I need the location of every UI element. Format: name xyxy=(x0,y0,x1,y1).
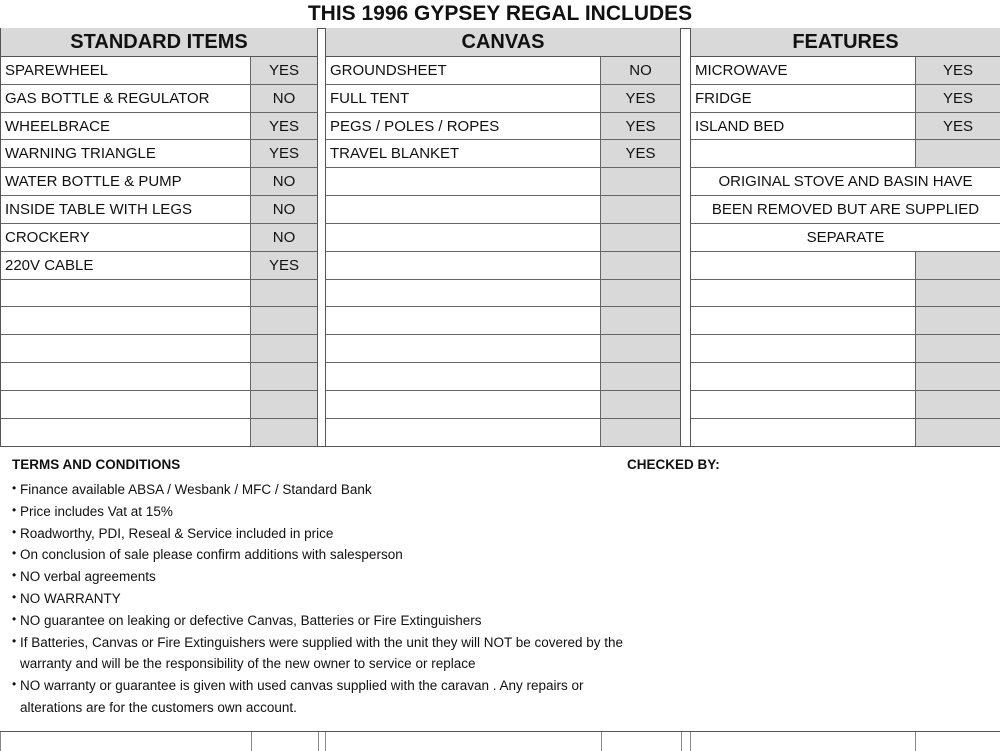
table-row xyxy=(691,140,1000,168)
item-value xyxy=(600,224,680,251)
item-label: CROCKERY xyxy=(5,228,90,246)
item-label xyxy=(326,391,600,418)
terms-section xyxy=(0,446,1000,732)
table-row xyxy=(326,363,680,391)
features-rows xyxy=(691,57,1000,447)
table-row xyxy=(326,224,680,252)
item-value xyxy=(915,419,1000,447)
table-row xyxy=(1,113,317,141)
item-value xyxy=(250,419,317,447)
canvas-rows xyxy=(326,57,680,447)
item-value xyxy=(915,252,1000,279)
canvas-heading: CANVAS xyxy=(326,28,680,57)
item-label xyxy=(326,252,600,279)
item-value: YES xyxy=(250,140,317,167)
features-heading: FEATURES xyxy=(691,28,1000,57)
item-value xyxy=(600,307,680,334)
table-row xyxy=(1,252,317,280)
table-row xyxy=(691,252,1000,280)
item-label: 220V CABLE xyxy=(5,256,94,274)
table-row xyxy=(326,391,680,419)
item-value xyxy=(915,307,1000,334)
item-label xyxy=(691,419,915,447)
feature-note-line: ORIGINAL STOVE AND BASIN HAVE xyxy=(691,168,1000,195)
table-row xyxy=(1,168,317,196)
item-value xyxy=(915,280,1000,307)
item-value: YES xyxy=(915,57,1000,84)
footer-cell xyxy=(251,732,252,751)
item-label xyxy=(691,280,915,307)
item-value xyxy=(250,391,317,418)
terms-item-text: NO warranty or guarantee is given with used canvas supplied with the caravan . Any repairs or xyxy=(20,678,584,694)
table-row xyxy=(326,307,680,335)
item-label: WATER BOTTLE & PUMP xyxy=(5,173,182,191)
standard-items-heading: STANDARD ITEMS xyxy=(1,28,317,57)
feature-note-line: BEEN REMOVED BUT ARE SUPPLIED xyxy=(691,196,1000,223)
item-label xyxy=(691,391,915,418)
item-value xyxy=(915,140,1000,167)
item-label: ISLAND BED xyxy=(695,117,785,135)
item-label xyxy=(691,252,915,279)
footer-cell xyxy=(318,732,319,751)
item-label xyxy=(326,363,600,390)
item-label: WHEELBRACE xyxy=(5,117,111,135)
item-value xyxy=(250,307,317,334)
item-value xyxy=(600,168,680,195)
item-value xyxy=(915,391,1000,418)
table-row xyxy=(1,419,317,447)
item-value: NO xyxy=(250,224,317,251)
footer-cell xyxy=(0,732,1,751)
footer-cell xyxy=(681,732,682,751)
item-label xyxy=(691,140,915,167)
item-value: YES xyxy=(250,113,317,140)
item-label xyxy=(691,363,915,390)
table-row xyxy=(1,335,317,363)
table-row xyxy=(326,85,680,113)
footer-cell xyxy=(915,732,916,751)
terms-item xyxy=(12,479,772,501)
item-value xyxy=(915,363,1000,390)
table-row xyxy=(691,280,1000,308)
item-label: FULL TENT xyxy=(330,89,410,107)
item-value xyxy=(600,196,680,223)
item-value: YES xyxy=(250,252,317,279)
table-row xyxy=(691,196,1000,224)
item-label xyxy=(326,168,600,195)
item-label: MICROWAVE xyxy=(695,62,788,79)
table-row xyxy=(1,280,317,308)
table-row xyxy=(326,252,680,280)
item-value: YES xyxy=(600,85,680,112)
table-row xyxy=(326,113,680,141)
terms-item-text: NO WARRANTY xyxy=(20,590,121,606)
table-row xyxy=(691,57,1000,85)
table-row xyxy=(326,168,680,196)
terms-list xyxy=(12,479,772,719)
item-value: YES xyxy=(250,57,317,84)
footer-cell xyxy=(690,732,691,751)
item-label: GAS BOTTLE & REGULATOR xyxy=(5,89,210,107)
terms-item-text: NO guarantee on leaking or defective Canvas, Batteries or Fire Extinguishers xyxy=(20,612,482,628)
item-value xyxy=(250,363,317,390)
item-value xyxy=(600,419,680,447)
terms-item-text: On conclusion of sale please confirm additions with salesperson xyxy=(20,547,403,563)
table-row xyxy=(326,419,680,447)
features-panel xyxy=(690,28,1000,446)
terms-item-text: Finance available ABSA / Wesbank / MFC / Standard Bank xyxy=(20,482,372,497)
table-row xyxy=(691,85,1000,113)
terms-item xyxy=(12,566,772,588)
item-value xyxy=(600,252,680,279)
standard-items-panel xyxy=(0,28,318,446)
item-label xyxy=(1,307,250,334)
item-value: NO xyxy=(250,168,317,195)
table-row xyxy=(1,140,317,168)
terms-item xyxy=(12,675,772,719)
table-row xyxy=(691,168,1000,196)
table-row xyxy=(691,391,1000,419)
item-label: PEGS / POLES / ROPES xyxy=(330,117,500,135)
item-label xyxy=(1,280,250,307)
terms-item-text: If Batteries, Canvas or Fire Extinguishers were supplied with the unit they will NOT be covered by the xyxy=(20,634,624,650)
table-row xyxy=(1,363,317,391)
checked-by-label: CHECKED BY: xyxy=(627,457,720,472)
item-label xyxy=(326,335,600,362)
table-row xyxy=(1,224,317,252)
table-row xyxy=(1,391,317,419)
terms-item-text: Roadworthy, PDI, Reseal & Service included in price xyxy=(20,525,334,541)
table-row xyxy=(326,280,680,308)
item-label xyxy=(1,419,250,447)
footer-grid xyxy=(0,732,1000,751)
item-label xyxy=(326,307,600,334)
table-row xyxy=(1,57,317,85)
item-value xyxy=(600,280,680,307)
page-title: THIS 1996 GYPSEY REGAL INCLUDES xyxy=(0,0,1000,29)
item-value: NO xyxy=(250,196,317,223)
item-label: WARNING TRIANGLE xyxy=(5,145,156,163)
canvas-panel xyxy=(325,28,681,446)
table-row xyxy=(691,335,1000,363)
item-label xyxy=(326,224,600,251)
table-row xyxy=(326,57,680,85)
item-label xyxy=(691,307,915,334)
item-label: INSIDE TABLE WITH LEGS xyxy=(5,201,192,219)
table-row xyxy=(691,307,1000,335)
item-label: SPAREWHEEL xyxy=(5,62,109,79)
standard-items-rows xyxy=(1,57,317,447)
item-label xyxy=(691,335,915,362)
table-row xyxy=(1,85,317,113)
terms-item-text: NO verbal agreements xyxy=(20,569,156,585)
item-label xyxy=(326,280,600,307)
footer-cell xyxy=(325,732,326,751)
feature-note-line: SEPARATE xyxy=(691,224,1000,251)
item-label: GROUNDSHEET xyxy=(330,62,447,79)
terms-item xyxy=(12,588,772,610)
item-value: NO xyxy=(250,85,317,112)
terms-item xyxy=(12,523,772,545)
item-label xyxy=(1,363,250,390)
item-label xyxy=(1,391,250,418)
terms-item xyxy=(12,544,772,566)
item-value xyxy=(250,335,317,362)
item-value xyxy=(600,363,680,390)
item-value xyxy=(250,280,317,307)
table-row xyxy=(326,140,680,168)
item-value: YES xyxy=(915,85,1000,112)
item-label xyxy=(326,419,600,447)
terms-item xyxy=(12,610,772,632)
terms-item-text: alterations are for the customers own account. xyxy=(20,699,297,715)
item-label: FRIDGE xyxy=(695,89,752,107)
terms-item xyxy=(12,501,772,523)
table-row xyxy=(326,196,680,224)
item-label xyxy=(1,335,250,362)
table-row xyxy=(691,224,1000,252)
table-row xyxy=(691,363,1000,391)
item-label: TRAVEL BLANKET xyxy=(330,145,460,163)
table-row xyxy=(1,307,317,335)
item-value: NO xyxy=(600,57,680,84)
item-value: YES xyxy=(600,113,680,140)
item-value xyxy=(600,391,680,418)
item-value: YES xyxy=(600,140,680,167)
terms-item xyxy=(12,632,772,676)
footer-cell xyxy=(601,732,602,751)
table-row xyxy=(691,419,1000,447)
table-row xyxy=(1,196,317,224)
table-row xyxy=(691,113,1000,141)
item-value: YES xyxy=(915,113,1000,140)
terms-item-text: Price includes Vat at 15% xyxy=(20,503,173,519)
table-row xyxy=(326,335,680,363)
item-value xyxy=(600,335,680,362)
item-value xyxy=(915,335,1000,362)
terms-heading: TERMS AND CONDITIONS xyxy=(12,457,181,472)
item-label xyxy=(326,196,600,223)
terms-item-text: warranty and will be the responsibility of the new owner to service or replace xyxy=(20,656,476,672)
